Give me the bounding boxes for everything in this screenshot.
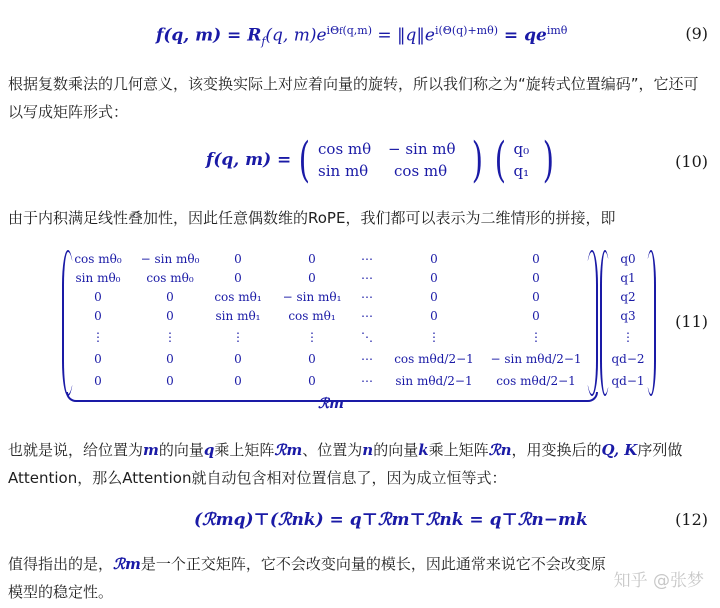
matrix-cell: cos mθd/2−1	[394, 352, 474, 366]
vector-cell: qd−2	[611, 352, 645, 366]
matrix-cell: ⋯	[361, 290, 373, 304]
math: q	[203, 441, 215, 459]
text: ，用变换后的	[511, 441, 602, 459]
right-paren	[646, 250, 656, 396]
text: 序列做Attention，那么Attention就自动包含相对位置信息了，因为成立恒等式：	[8, 441, 683, 487]
matrix-cell: 0	[166, 309, 174, 323]
vector-cell: q₀	[513, 140, 530, 158]
block-rotation-matrix	[62, 250, 598, 396]
matrix-cell: ⋯	[361, 271, 373, 285]
math: n	[362, 441, 374, 459]
text: 值得指出的是，	[8, 555, 114, 573]
matrix-cell: sin mθ₁	[215, 309, 261, 323]
eq9-mid2: = ‖q‖e	[372, 25, 435, 46]
vector-cell: q1	[620, 271, 636, 285]
math: ℛm	[113, 555, 141, 573]
matrix-cell: ⋮	[530, 330, 542, 344]
matrix-cell: 0	[532, 271, 540, 285]
vector-cell: q2	[620, 290, 636, 304]
eq10-lhs: f(q, m) =	[206, 150, 292, 170]
matrix-cell: 0	[532, 252, 540, 266]
matrix-cell: 0	[94, 309, 102, 323]
text: 的向量	[158, 441, 204, 459]
matrix-cell: ⋮	[232, 330, 244, 344]
text: 是一个正交矩阵，它不会改变向量的模长，因此通常来说它不会改变原模型的稳定性。	[8, 555, 606, 601]
matrix-cell: cos mθ₀	[146, 271, 194, 285]
matrix-cell: 0	[430, 271, 438, 285]
matrix-cell: − sin mθ	[388, 140, 456, 158]
paragraph: 根据复数乘法的几何意义，该变换实际上对应着向量的旋转，所以我们称之为“旋转式位置编码”，它还可以写成矩阵形式：	[8, 75, 699, 121]
paragraph-3	[8, 436, 708, 492]
matrix-cell: 0	[166, 374, 174, 388]
paragraph: 由于内积满足线性叠加性，因此任意偶数维的RoPE，我们都可以表示为二维情形的拼接，即	[8, 209, 616, 227]
equation-10	[0, 134, 720, 194]
matrix-cell: ⋯	[361, 352, 373, 366]
vector-cell: q0	[620, 252, 636, 266]
matrix-cell: 0	[166, 352, 174, 366]
matrix-cell: cos mθ₁	[288, 309, 336, 323]
math: ℛn	[488, 441, 512, 459]
math: m	[143, 441, 159, 459]
vector-cell: qd−1	[611, 374, 645, 388]
matrix-cell: sin mθd/2−1	[395, 374, 473, 388]
text: 的向量	[373, 441, 419, 459]
eq9-sup1b: f	[339, 27, 343, 37]
matrix-cell: 0	[308, 352, 316, 366]
matrix-cell: ⋮	[164, 330, 176, 344]
matrix-cell: 0	[234, 252, 242, 266]
eq9-sup3: imθ	[546, 24, 568, 37]
matrix-cell: 0	[166, 290, 174, 304]
matrix-cell: − sin mθ₀	[140, 252, 200, 266]
equation-12-body: (ℛmq)⊤(ℛnk) = q⊤ℛm⊤ℛnk = q⊤ℛn−mk	[194, 510, 588, 530]
matrix-cell: 0	[308, 271, 316, 285]
matrix-cell: 0	[308, 374, 316, 388]
matrix-cell: cos mθ	[394, 162, 448, 180]
equation-number: (11)	[675, 312, 708, 331]
left-paren: (	[494, 132, 506, 188]
math: Q, K	[601, 441, 638, 459]
equation-12	[0, 508, 720, 538]
matrix-cell: ⋯	[361, 374, 373, 388]
matrix-cell: 0	[532, 309, 540, 323]
matrix-cell: ⋯	[361, 309, 373, 323]
matrix-cell: sin mθ₀	[75, 271, 121, 285]
equation-number: (10)	[675, 152, 708, 171]
text: 、位置为	[302, 441, 363, 459]
right-paren	[586, 250, 598, 396]
text: 也就是说，给位置为	[8, 441, 144, 459]
query-vector	[600, 250, 656, 396]
eq9-sup1c: (q,m)	[342, 24, 372, 37]
rotation-matrix	[318, 138, 464, 182]
matrix-cell: ⋮	[428, 330, 440, 344]
matrix-cell: 0	[94, 352, 102, 366]
matrix-cell: − sin mθ₁	[282, 290, 342, 304]
vector-cell: q₁	[513, 162, 530, 180]
matrix-cell: cos mθd/2−1	[496, 374, 576, 388]
matrix-cell: ⋮	[306, 330, 318, 344]
left-paren	[600, 250, 610, 396]
text: 乘上矩阵	[428, 441, 489, 459]
matrix-cell: 0	[234, 374, 242, 388]
eq9-lhs: f(q, m) = R	[156, 25, 262, 46]
matrix-cell: 0	[94, 290, 102, 304]
matrix-cell: 0	[234, 271, 242, 285]
eq9-mid1: (q, m)e	[265, 25, 327, 46]
eq9-end: = qe	[498, 25, 547, 46]
right-paren: )	[543, 132, 555, 188]
matrix-cell: 0	[94, 374, 102, 388]
matrix-cell: ⋯	[361, 252, 373, 266]
matrix-cell: 0	[234, 352, 242, 366]
matrix-cell: cos mθ₁	[214, 290, 262, 304]
left-paren	[62, 250, 74, 396]
equation-10-body	[206, 132, 558, 188]
matrix-cell: 0	[430, 252, 438, 266]
vector	[513, 138, 535, 182]
matrix-cell: 0	[532, 290, 540, 304]
equation-9-body	[156, 24, 567, 48]
watermark: 知乎 @张梦	[613, 571, 704, 591]
matrix-cell: − sin mθd/2−1	[490, 352, 582, 366]
left-paren: (	[299, 132, 311, 188]
math: ℛm	[274, 441, 303, 459]
right-paren: )	[471, 132, 484, 188]
matrix-cell: 0	[430, 309, 438, 323]
matrix-cell: cos mθ₀	[74, 252, 122, 266]
eq9-sup1: iΘ	[326, 24, 340, 37]
paragraph-4	[8, 550, 608, 606]
matrix-cell: 0	[308, 252, 316, 266]
equation-9	[0, 20, 720, 50]
text: 乘上矩阵	[214, 441, 275, 459]
equation-number: (12)	[675, 510, 708, 529]
eq9-sub: f	[261, 35, 266, 49]
matrix-cell: 0	[430, 290, 438, 304]
math: k	[418, 441, 429, 459]
matrix-cell: cos mθ	[318, 140, 372, 158]
eq9-sup2: i(Θ(q)+mθ)	[435, 24, 499, 37]
vector-cell: q3	[620, 309, 636, 323]
underbrace-label: ℛm	[318, 396, 344, 412]
equation-number: (9)	[685, 24, 708, 43]
matrix-cell: ⋮	[92, 330, 104, 344]
vector-cell: ⋮	[622, 330, 634, 344]
matrix-cell: ⋱	[361, 330, 373, 344]
matrix-cell: sin mθ	[318, 162, 369, 180]
